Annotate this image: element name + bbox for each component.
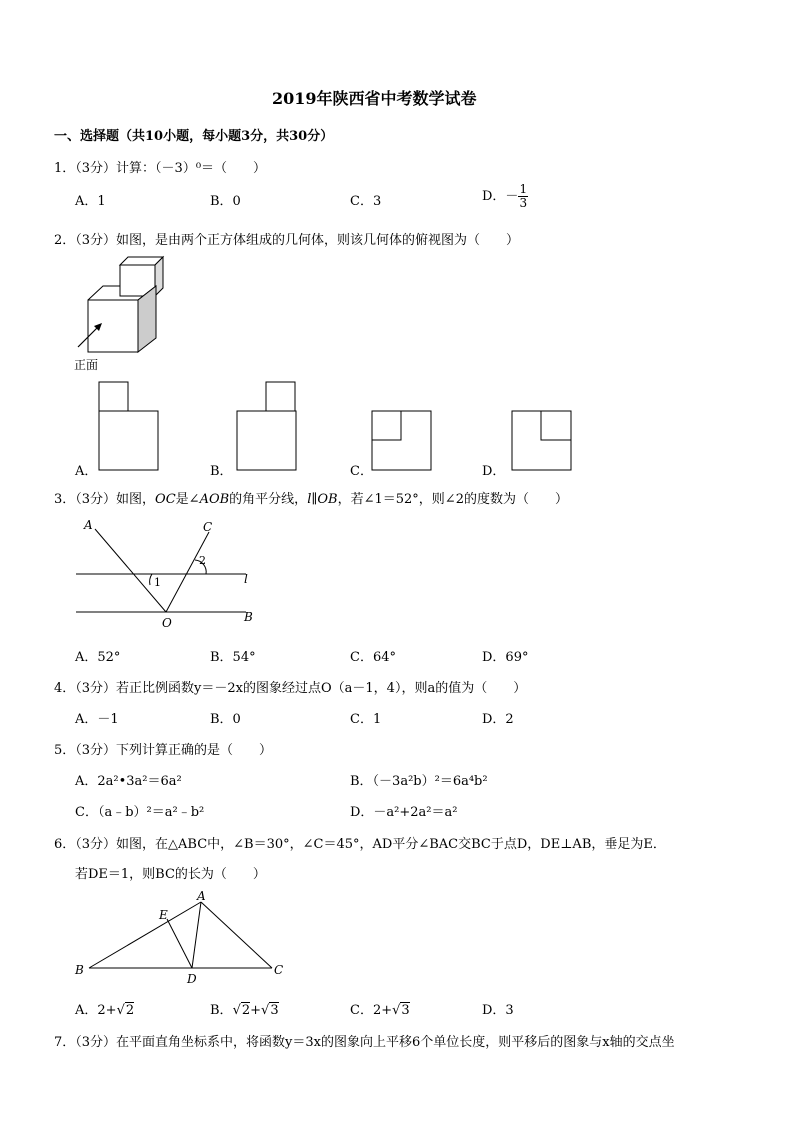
q6-option-b-prefix: B． (210, 1003, 233, 1018)
q4-option-a: A．－1 (75, 712, 119, 727)
q3-label-b: B (244, 610, 253, 624)
question-4-stem: 4．（3分）若正比例函数y＝－2x的图象经过点O（a－1，4），则a的值为（ ） (54, 681, 527, 696)
q3-label-2: 2 (199, 554, 206, 567)
q2-option-a-figure (98, 381, 160, 472)
q3-stem-part: ，若∠1＝52°，则∠2的度数为（ ） (337, 492, 568, 507)
fraction (518, 183, 528, 210)
radicand: 2 (241, 1003, 251, 1018)
q6-option-a-prefix: A．2+ (75, 1003, 117, 1018)
q1-option-a: A．1 (75, 194, 106, 209)
plus-sign: + (250, 1003, 262, 1018)
q2-option-b-figure (236, 381, 298, 472)
q6-option-c-prefix: C．2+ (350, 1003, 393, 1018)
q3-label-1: 1 (154, 576, 161, 589)
q6-option-c: C．2+√3 (350, 1003, 410, 1018)
q3-option-a: A．52° (75, 650, 121, 665)
q5-option-b: B．（－3a²b）²＝6a⁴b² (350, 774, 488, 789)
q2-option-c: C． (350, 464, 373, 479)
q2-option-c-figure (371, 410, 433, 472)
q1-option-b: B．0 (210, 194, 241, 209)
q4-option-d: D．2 (482, 712, 514, 727)
q6-option-d: D．3 (482, 1003, 514, 1018)
question-6-stem-line1: 6．（3分）如图，在△ABC中，∠B＝30°，∠C＝45°，AD平分∠BAC交BC于点D，DE⊥AB，垂足为E． (54, 837, 666, 852)
q3-stem-part: 的角平分线， (229, 492, 308, 507)
q3-option-c: C．64° (350, 650, 396, 665)
q3-label-l: l (244, 572, 248, 586)
question-5-stem: 5．（3分）下列计算正确的是（ ） (54, 743, 273, 758)
q3-label-o: O (162, 616, 172, 630)
question-6-stem-line2: 若DE＝1，则BC的长为（ ） (75, 867, 266, 882)
front-label: 正面 (74, 358, 99, 372)
q1-option-d (482, 183, 528, 210)
section-heading: 一、选择题（共10小题，每小题3分，共30分） (54, 129, 334, 144)
q6-option-b: B．√2+√3 (210, 1003, 279, 1018)
q6-label-e: E (159, 908, 168, 922)
q6-label-c: C (274, 963, 284, 977)
q3-var-oc: OC (155, 492, 176, 507)
q2-option-a: A． (75, 464, 98, 479)
q5-option-c: C．（a﹣b）²＝a²﹣b² (75, 805, 205, 820)
question-7-stem: 7．（3分）在平面直角坐标系中，将函数y＝3x的图象向上平移6个单位长度，则平移后的图象与x轴的交点坐 (54, 1035, 675, 1050)
page-title: 2019年陕西省中考数学试卷 (272, 89, 477, 108)
q4-option-b: B．0 (210, 712, 241, 727)
q3-option-d: D．69° (482, 650, 529, 665)
q3-label-a: A (84, 518, 93, 532)
radicand: 2 (125, 1003, 135, 1018)
q3-option-b: B．54° (210, 650, 256, 665)
q2-option-b: B． (210, 464, 233, 479)
fraction-denominator: 3 (519, 196, 528, 210)
q4-option-c: C．1 (350, 712, 382, 727)
q3-stem-part: 3．（3分）如图， (54, 492, 156, 507)
radicand: 3 (270, 1003, 279, 1018)
q5-option-a: A．2a²•3a²＝6a² (75, 774, 182, 789)
q3-angle-figure (70, 515, 270, 632)
q2-option-d: D． (482, 464, 506, 479)
q1-option-c: C．3 (350, 194, 382, 209)
q6-label-b: B (75, 963, 84, 977)
q3-var-l: l (307, 492, 312, 507)
q3-var-ob: OB (317, 492, 338, 507)
q6-triangle-figure (70, 888, 290, 988)
question-2-stem: 2．（3分）如图，是由两个正方体组成的几何体，则该几何体的俯视图为（ ） (54, 233, 520, 248)
question-1-stem: 1．（3分）计算：（－3）⁰＝（ ） (54, 161, 267, 176)
q3-stem-part: ∥ (311, 492, 318, 507)
q6-label-d: D (187, 972, 197, 986)
q3-stem-part: 是∠ (175, 492, 200, 507)
radicand: 3 (401, 1003, 410, 1018)
q2-option-d-figure (511, 410, 573, 472)
question-3-stem (54, 488, 568, 507)
q5-option-d: D．－a²+2a²＝a² (350, 805, 458, 820)
q2-cube-figure (70, 255, 170, 370)
fraction-numerator: 1 (519, 182, 528, 196)
q3-label-c: C (203, 520, 213, 534)
q3-var-aob: AOB (199, 492, 230, 507)
q6-option-a: A．2+√2 (75, 1003, 135, 1018)
q1-option-d-prefix: D．－ (482, 189, 519, 204)
q6-label-a: A (197, 889, 206, 903)
